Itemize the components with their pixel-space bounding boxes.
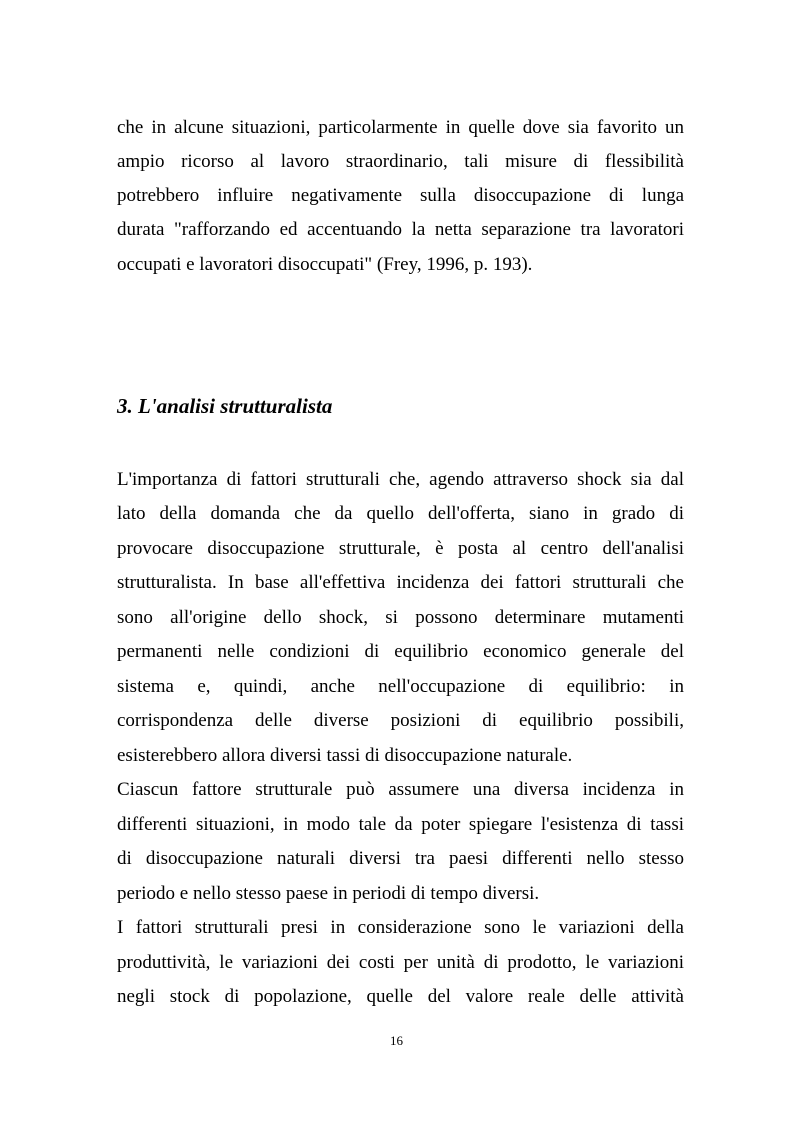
text-line: durata "rafforzando ed accentuando la netta separazione tra lavoratori xyxy=(117,219,684,240)
text-line: periodo e nello stesso paese in periodi di tempo diversi. xyxy=(117,883,540,904)
text-line: sono all'origine dello shock, si possono determinare mutamenti xyxy=(117,607,684,628)
text-line: lato della domanda che da quello dell'offerta, siano in grado di xyxy=(117,503,684,524)
text-line: sistema e, quindi, anche nell'occupazione di equilibrio: in xyxy=(117,676,684,697)
text-line: Ciascun fattore strutturale può assumere una diversa incidenza in xyxy=(117,779,684,800)
text-line: corrispondenza delle diverse posizioni di equilibrio possibili, xyxy=(117,710,684,731)
text-line: differenti situazioni, in modo tale da poter spiegare l'esistenza di tassi xyxy=(117,814,684,835)
text-line: che in alcune situazioni, particolarmente in quelle dove sia favorito un xyxy=(117,117,684,138)
text-line: ampio ricorso al lavoro straordinario, tali misure di flessibilità xyxy=(117,151,684,172)
text-line: esisterebbero allora diversi tassi di disoccupazione naturale. xyxy=(117,745,573,766)
text-line: potrebbero influire negativamente sulla disoccupazione di lunga xyxy=(117,185,684,206)
section-heading: 3. L'analisi strutturalista xyxy=(117,394,333,418)
text-line: negli stock di popolazione, quelle del valore reale delle attività xyxy=(117,986,684,1007)
text-line: provocare disoccupazione strutturale, è posta al centro dell'analisi xyxy=(117,538,684,559)
text-line: I fattori strutturali presi in considerazione sono le variazioni della xyxy=(117,917,684,938)
page-number: 16 xyxy=(390,1033,403,1048)
text-line: di disoccupazione naturali diversi tra paesi differenti nello stesso xyxy=(117,848,684,869)
text-line: L'importanza di fattori strutturali che, agendo attraverso shock sia dal xyxy=(117,469,684,490)
text-line: strutturalista. In base all'effettiva incidenza dei fattori strutturali che xyxy=(117,572,684,593)
text-line: permanenti nelle condizioni di equilibrio economico generale del xyxy=(117,641,684,662)
text-line: produttività, le variazioni dei costi per unità di prodotto, le variazioni xyxy=(117,952,684,973)
text-line: occupati e lavoratori disoccupati" (Frey, 1996, p. 193). xyxy=(117,254,533,275)
